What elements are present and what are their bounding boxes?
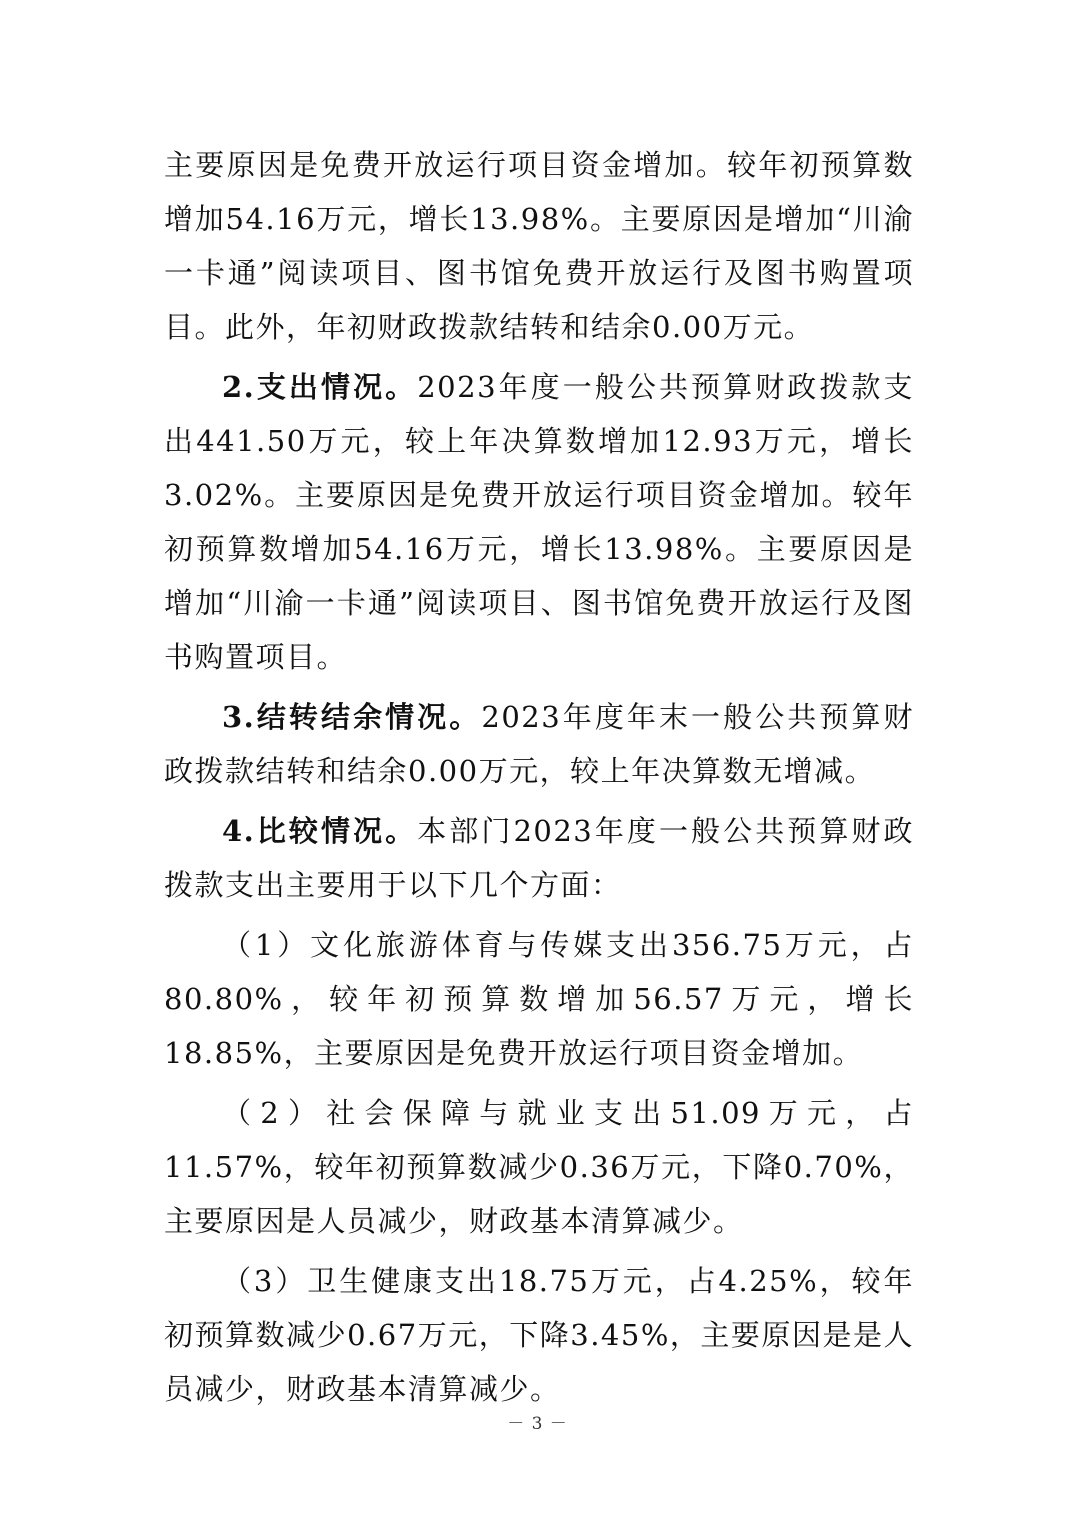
expenditure-paragraph [164,360,914,684]
paragraph-text: 主要原因是免费开放运行项目资金增加。较年初预算数增加54.16万元，增长13.98%。主要原因是增加“川渝一卡通”阅读项目、图书馆免费开放运行及图书购置项目。此外，年初财政拨款结转和结余0.00万元。 [164,148,914,344]
carryover-paragraph [164,690,914,798]
paragraph-heading: 3.结转结余情况。 [222,700,482,734]
item-health [164,1254,914,1416]
document-body [164,138,914,1416]
paragraph-heading: 4.比较情况。 [222,814,418,848]
paragraph-text: 2023年度年末一般公共预算财政拨款结转和结余0.00万元，较上年决算数无增减。 [164,700,914,788]
comparison-paragraph [164,804,914,912]
continued-paragraph [164,138,914,354]
page-number: － 3 － [507,1414,568,1434]
item-culture-tourism [164,918,914,1080]
paragraph-text: （1）文化旅游体育与传媒支出356.75万元，占80.80%，较年初预算数增加56.57万元，增长18.85%，主要原因是免费开放运行项目资金增加。 [164,928,914,1070]
item-social-security [164,1086,914,1248]
paragraph-text: （2）社会保障与就业支出51.09万元，占11.57%，较年初预算数减少0.36万元，下降0.70%，主要原因是人员减少，财政基本清算减少。 [164,1096,914,1238]
paragraph-heading: 2.支出情况。 [222,370,418,404]
paragraph-text: 2023年度一般公共预算财政拨款支出441.50万元，较上年决算数增加12.93万元，增长3.02%。主要原因是免费开放运行项目资金增加。较年初预算数增加54.16万元，增长13.98%。主要原因是增加“川渝一卡通”阅读项目、图书馆免费开放运行及图书购置项目。 [164,370,914,674]
paragraph-text: 本部门2023年度一般公共预算财政拨款支出主要用于以下几个方面： [164,814,914,902]
paragraph-text: （3）卫生健康支出18.75万元，占4.25%，较年初预算数减少0.67万元，下降3.45%，主要原因是是人员减少，财政基本清算减少。 [164,1264,914,1406]
